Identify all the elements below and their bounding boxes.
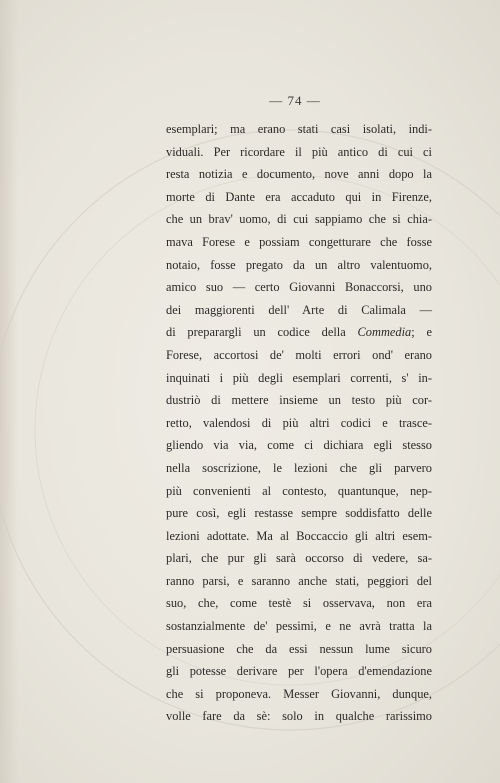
text-line: più convenienti al contesto, quantunque, nep- bbox=[166, 483, 432, 498]
text-line: che un brav' uomo, di cui sappiamo che si chia- bbox=[166, 212, 432, 227]
text-line: notaio, fosse pregato da un altro valentuomo, bbox=[166, 257, 432, 272]
work-title: Commedia bbox=[357, 325, 412, 340]
text-line: che si proponeva. Messer Giovanni, dunque, bbox=[166, 686, 432, 701]
text-line: sostanzialmente de' pessimi, e ne avrà tratta la bbox=[166, 619, 432, 634]
text-line: lezioni adottate. Ma al Boccaccio gli altri esem- bbox=[166, 528, 432, 543]
page-edge-shadow bbox=[0, 0, 18, 783]
text-line: inquinati i più degli esemplari correnti, s' in- bbox=[166, 370, 432, 385]
text-line: dei maggiorenti dell' Arte di Calimala — bbox=[166, 302, 432, 317]
text-line: resta notizia e documento, nove anni dopo la bbox=[166, 167, 432, 182]
text-line: plari, che pur gli sarà occorso di vedere, sa- bbox=[166, 551, 432, 566]
text-line: morte di Dante era accaduto qui in Firenze, bbox=[166, 189, 432, 204]
text-segment: ; e bbox=[411, 325, 432, 340]
text-line: gli potesse derivare per l'opera d'emendazione bbox=[166, 664, 432, 679]
text-line: persuasione che da essi nessun lume sicuro bbox=[166, 641, 432, 656]
text-line: ranno parsi, e saranno anche stati, peggiori del bbox=[166, 573, 432, 588]
text-line: volle fare da sè: solo in qualche rarissimo bbox=[166, 709, 432, 724]
body-text bbox=[166, 118, 432, 728]
text-line: nella soscrizione, le lezioni che gli parvero bbox=[166, 460, 432, 475]
text-line: amico suo — certo Giovanni Bonaccorsi, uno bbox=[166, 280, 432, 295]
text-line-with-title bbox=[166, 321, 432, 344]
text-line: mava Forese e possiam congetturare che fosse bbox=[166, 234, 432, 249]
text-line: viduali. Per ricordare il più antico di cui ci bbox=[166, 144, 432, 159]
text-line: dustriò di mettere insieme un testo più cor- bbox=[166, 393, 432, 408]
text-line: esemplari; ma erano stati casi isolati, indi- bbox=[166, 122, 432, 136]
text-line: suo, che, come testè si osservava, non era bbox=[166, 596, 432, 611]
text-line: Forese, accortosi de' molti errori ond' erano bbox=[166, 347, 432, 362]
text-line: gliendo via via, come ci dichiara egli stesso bbox=[166, 438, 432, 453]
text-line: pure così, egli restasse sempre soddisfatto delle bbox=[166, 506, 432, 521]
text-line: retto, valendosi di più altri codici e trasce- bbox=[166, 415, 432, 430]
page-number: — 74 — bbox=[269, 93, 321, 108]
text-segment: di preparargli un codice della bbox=[166, 325, 346, 340]
